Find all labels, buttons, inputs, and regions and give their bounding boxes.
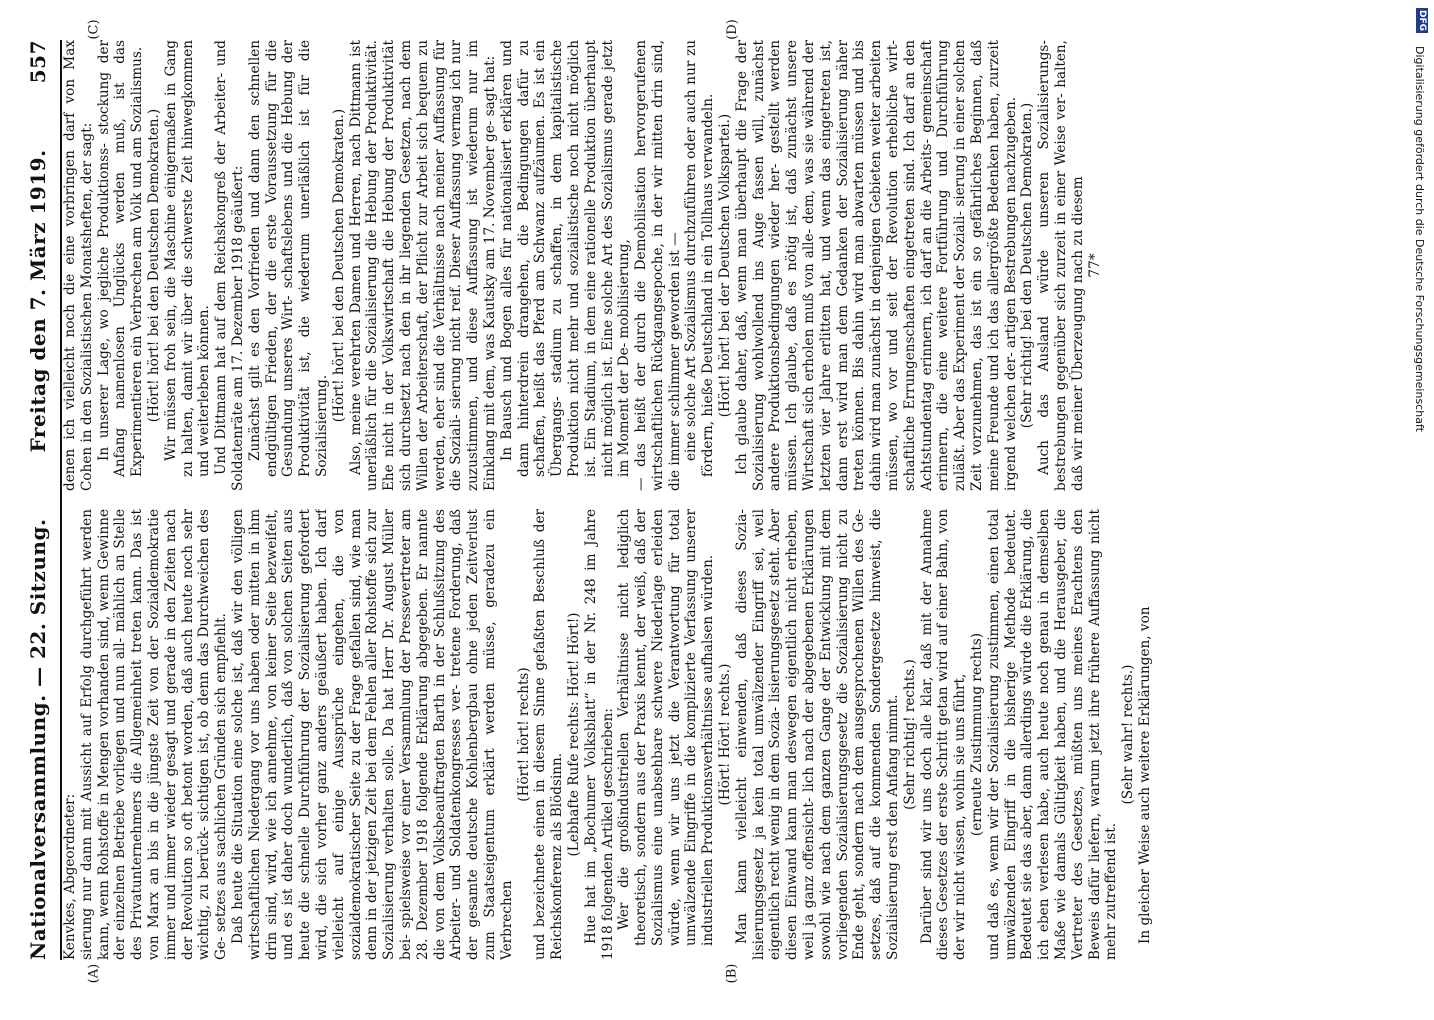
paragraph: Und Dittmann hat auf dem Reichskongreß der Arbeiter- und Soldatenräte am 17. Dezember 1918 geäußert: (213, 40, 246, 491)
margin-letter-d: (D) (724, 19, 740, 40)
right-column (62, 40, 1362, 491)
paragraph: Auch das Ausland würde unseren Sozialisierungs- bestrebungen gegenüber sich zurzeit in einer Weise ver- halten, daß wir meiner Überzeugung nach zu diesem (1036, 40, 1086, 491)
paragraph: Man kann vielleicht einwenden, daß dieses Sozia- lisierungsgesetz ja kein total umwälzender Eingriff sei, weil eigentlich recht wenig in dem Sozia- lisierungsgesetz steht. Aber diesen Einwand kann man deswegen eigentlich nicht erheben, weil ja ganz offensicht- lich nach der abgegebenen Erklärungen sowohl wie nach dem ganzen Gange der Entwicklung mit dem vorliegenden Sozialisierungsgesetz die Sozialisierung nicht zu Ende geht, sondern nach dem ausgesprochenen Willen des Ge- setzes, daß auf die kommenden Sondergesetze hinweist, die Sozialisierung erst den Anfang nimmt. (733, 509, 902, 960)
paragraph: Ich glaube daher, daß, wenn man überhaupt die Frage der Sozialisierung wohlwollend ins Auge fassen will, zunächst andere Produktionsbedingungen wieder her- gestellt werden müssen. Ich glaube, daß es nötig ist, daß zunächst unsere Wirtschaft sich erholen muß von alle- dem, was sie während der letzten vier Jahre erlitten hat, und wenn das eingetreten ist, dann erst wird man dem Gedanken der Sozialisierung näher treten können. Bis dahin wird man abwarten müssen und bis dahin wird man zunächst in denjenigen Gebieten weiter arbeiten müssen, wo vor und seit der Revolution erhebliche wirt- schaftliche Errungenschaften eingetreten sind. Ich darf an den Achtstundentag erinnern, ich darf an die Arbeits- gemeinschaft erinnern, die eine weitere Fortführung und Durchführung zuläßt. Aber das Experiment der Soziali- sierung in einer solchen Zeit vorzunehmen, das ist ein so gefährliches Beginnen, daß meine Freunde und ich das allergrößte Bedenken haben, zurzeit irgend welchen der- artigen Bestrebungen nachzugeben. (733, 40, 1019, 491)
speaker-line: Kenvkes, Abgeordneter: (62, 793, 78, 960)
signature-mark: 77* (1086, 253, 1103, 278)
interjection: (Hört! Hört! rechts.) (717, 663, 734, 806)
interjection: (Sehr richtig! bei den Deutschen Demokraten.) (1019, 102, 1036, 429)
quotation: eine solche Art Sozialismus durchzuführen oder auch nur zu fördern, hieße Deutschland in ein Tollhaus verwandeln. (683, 40, 717, 477)
interjection: (Sehr richtig! rechts.) (901, 659, 918, 810)
dfg-logo: DFG (1417, 10, 1427, 32)
margin-letter-b: (B) (724, 963, 740, 984)
credit-text: Digitalisierung gefördert durch die Deutsche Forschungsgemeinschaft (1413, 46, 1426, 432)
page-number: 557 (26, 40, 50, 84)
paragraph: Hue hat im „Bochumer Volksblatt“ in der Nr. 248 im Jahre 1918 folgenden Artikel geschrieben: (582, 509, 616, 960)
left-column (62, 509, 1362, 960)
paragraph: und daß es, wenn wir der Sozialisierung zustimmen, einen total umwälzenden Eingriff in die bisherige Methode bedeutet. Bedeutet sie das aber, dann allerdings würde die Erklärung, die ich eben verlesen habe, auch heute noch genau in demselben Maße wie damals Gültigkeit haben, und die Herausgeber, die Vertreter des Gesetzes, müßten uns meines Erachtens den Beweis dafür liefern, warum jetzt ihre frühere Auffassung nicht mehr zutreffend ist. (985, 509, 1120, 960)
paragraph: In gleicher Weise auch weitere Erklärungen, von (1137, 606, 1153, 944)
text-columns (62, 40, 1362, 960)
paragraph: sierung nur dann mit Aussicht auf Erfolg durchgeführt werden kann, wenn Rohstoffe in Mengen vorhanden sind, wenn Gewinne der einzelnen Betriebe vorliegen und nun all- mählich an Stelle des Privatunternehmers die Allgemeinheit treten kann. Das ist von Marx an bis in die jüngste Zeit von der Sozialdemokratie immer und immer wieder gesagt und gerade in den Zeiten nach der Revolution so oft betont worden, daß auch heute noch sehr wichtig, zu berück- sichtigen ist, ob denn das Durchweichen des Ge- setzes aus sachlichen Gründen sich empfiehlt. (78, 509, 230, 960)
interjection: (erneute Zustimmung rechts) (969, 632, 986, 837)
margin-letter-a: (A) (86, 963, 102, 984)
interjection: (Hört! hört! bei der Deutschen Volkspartei.) (717, 113, 734, 418)
paragraph: denen ich vielleicht noch die eine vorbringen darf von Max Cohen in den Sozialistischen Monatsheften, der sagt: (62, 40, 95, 491)
quotation: In unserer Lage, wo jegliche Produktionss- stockung der Anfang namenlosen Unglücks werden muß, ist das Experimentieren ein Verbrechen am Volk und am Sozialismus. (95, 40, 146, 477)
paragraph: Also, meine verehrten Damen und Herren, nach Dittmann ist unerläßlich für die Sozialisierung die Hebung der Produktivität. Ehe nicht in der Volkswirtschaft die Hebung der Produktivität sich durchsetzt nach den in ihr liegenden Gesetzen, nach dem Willen der Arbeiterschaft, der Pflicht zur Arbeit sich bequem zu werden, eher sind die Verhältnisse nach meiner Auffassung für die Soziali- sierung nicht reif. Dieser Auffassung vermag ich nur zuzustimmen, und diese Auffassung ist wiederum nur im Einklang mit dem, was Kautsky am 17. November ge- sagt hat: (347, 40, 498, 491)
quotation: Zunächst gilt es den Vorfrieden und dann den schnellen endgültigen Frieden, der die erste Voraussetzung für die Gesundung unseres Wirt- schaftslebens und die Hebung der Produktivität ist, die wiederum unerläßlich ist für die Sozialisierung. (246, 40, 330, 477)
quotation: In Bausch und Bogen alles für nationalisiert erklären und dann hinterdrein drangehen, die Bedingungen dafür zu schaffen, heißt das Pferd am Schwanz aufzäumen. Es ist ein Übergangs- stadium zu schaffen, in dem kapitalistische Produktion nicht mehr und sozialistische noch nicht möglich ist. Ein Stadium, in dem eine rationelle Produktion überhaupt nicht möglich ist. Eine solche Art des Sozialismus gerade jetzt im Moment der De- mobilisierung, (498, 40, 633, 477)
digitization-credit (1412, 40, 1430, 1020)
document-page (20, 20, 1380, 1000)
interjection: (Lebhafte Rufe rechts: Hört! Hört!) (565, 612, 582, 857)
running-head (26, 40, 62, 960)
running-head-date: Freitag den 7. März 1919. (26, 149, 50, 453)
paragraph: — das heißt der durch die Demobilisation hervorgerufenen wirtschaftlichen Rückgangsepoche, in der wir mitten drin sind, die immer schlimmer geworden ist — (633, 40, 683, 491)
interjection: (Hört! hört! bei den Deutschen Demokraten.) (330, 108, 347, 423)
interjection: (Hört! hört! rechts) (515, 667, 532, 802)
interjection: (Sehr wahr! rechts.) (1120, 664, 1137, 805)
paragraph: Daß heute die Situation eine solche ist, daß wir den völligen wirtschaftlichen Niedergang vor uns haben oder mitten in ihm drin sind, wird, wie ich annehme, von keiner Seite bezweifelt, und es ist daher doch wunderlich, daß von solchen Seiten aus heute die schnelle Durchführung der Sozialisierung gefordert wird, die sich vorher ganz anders geäußert haben. Ich darf vielleicht auf einige Aussprüche eingehen, die von sozialdemokratischer Seite zu der Frage gefallen sind, wie man denn in der jetzigen Zeit bei dem Fehlen aller Rohstoffe sich zur Sozialisierung verhalten solle. Da hat Herr Dr. August Müller bei- spielsweise vor einer Versammlung der Pressevertreter am 28. Dezember 1918 folgende Erklärung abgegeben. Er nannte die von dem Volksbeauftragten Barth in der Schlußsitzung des Arbeiter- und Soldatenkongresses ver- tretene Forderung, daß der gesamte deutsche Kohlenbergbau ohne jeden Zeitverlust zum Staatseigentum erklärt werden müsse, geradezu ein Verbrechen (229, 509, 515, 960)
paragraph: Darüber sind wir uns doch alle klar, daß mit der Annahme dieses Gesetzes der erste Schritt getan wird auf einer Bahn, von der wir nicht wissen, wohin sie uns führt, (918, 509, 969, 960)
running-head-left: Nationalversammlung. — 22. Sitzung. (26, 518, 50, 960)
margin-letter-c: (C) (86, 19, 102, 40)
interjection: (Hört! hört! bei den Deutschen Demokraten.) (145, 108, 162, 423)
quotation: Wer die großindustriellen Verhältnisse nicht lediglich theoretisch, sondern aus der Praxis kennt, der weiß, daß der Sozialismus eine unabsehbare schwere Niederlage erleiden würde, wenn wir uns jetzt die Verantwortung für total umwälzende Eingriffe in die komplizierte Verfassung unserer industriellen Produktionsverhältnisse aufhalsen würden. (616, 509, 717, 946)
paragraph: und bezeichnete einen in diesem Sinne gefaßten Beschluß der Reichskonferenz als Blödsinn. (532, 509, 566, 960)
quotation: Wir müssen froh sein, die Maschine einigermaßen in Gang zu halten, damit wir über die schwerste Zeit hinwegkommen und weiterleben können. (162, 40, 213, 477)
